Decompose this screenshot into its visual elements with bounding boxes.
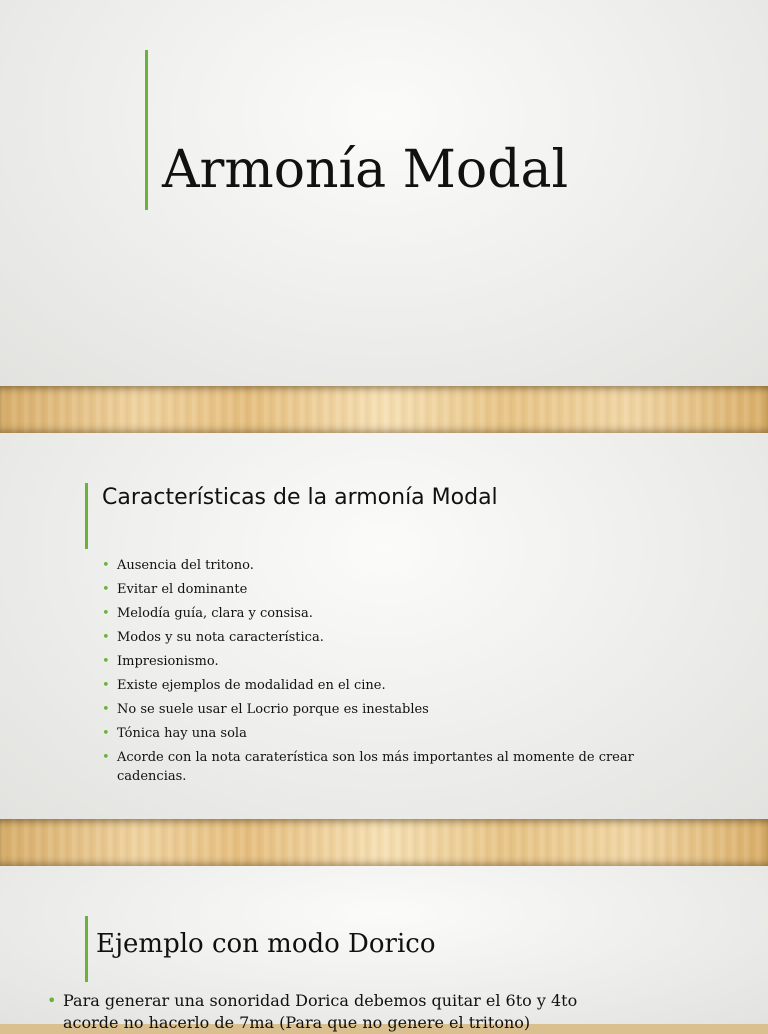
bullet-icon: • [102, 678, 110, 693]
list-item: • Acorde con la nota caraterística son los más importantes al momente de crear cadencias. [102, 750, 634, 784]
list-item: • Melodía guía, clara y consisa. [102, 606, 313, 621]
bullet-icon: • [102, 558, 110, 573]
slide-3-title: Ejemplo con modo Dorico [96, 929, 436, 959]
title-accent-bar [85, 483, 88, 549]
bullet-icon: • [102, 702, 110, 717]
bullet-icon: • [102, 582, 110, 597]
list-item: • No se suele usar el Locrio porque es inestables [102, 702, 429, 717]
list-item: • Ausencia del tritono. [102, 558, 254, 573]
bullet-icon: • [102, 606, 110, 621]
slide-1-title: Armonía Modal [162, 140, 569, 200]
bullet-list [47, 990, 607, 1034]
list-item: • Evitar el dominante [102, 582, 248, 597]
bullet-icon: • [102, 630, 110, 645]
list-item: • Tónica hay una sola [102, 726, 247, 741]
bullet-list [102, 556, 662, 791]
bullet-icon: • [47, 991, 57, 1010]
list-item: • Impresionismo. [102, 654, 219, 669]
title-accent-bar [85, 916, 88, 982]
list-item: • Para generar una sonoridad Dorica debemos quitar el 6to y 4to acorde no hacerlo de 7ma (Para que no genere el tritono) [47, 991, 578, 1032]
slide-divider [0, 819, 768, 866]
title-accent-bar [145, 50, 148, 210]
slide-2-title: Características de la armonía Modal [102, 485, 498, 510]
slide-divider [0, 386, 768, 433]
bullet-icon: • [102, 654, 110, 669]
list-item: • Existe ejemplos de modalidad en el cine. [102, 678, 386, 693]
list-item: • Modos y su nota característica. [102, 630, 324, 645]
bullet-icon: • [102, 750, 110, 765]
slide-1 [0, 0, 768, 386]
bullet-icon: • [102, 726, 110, 741]
